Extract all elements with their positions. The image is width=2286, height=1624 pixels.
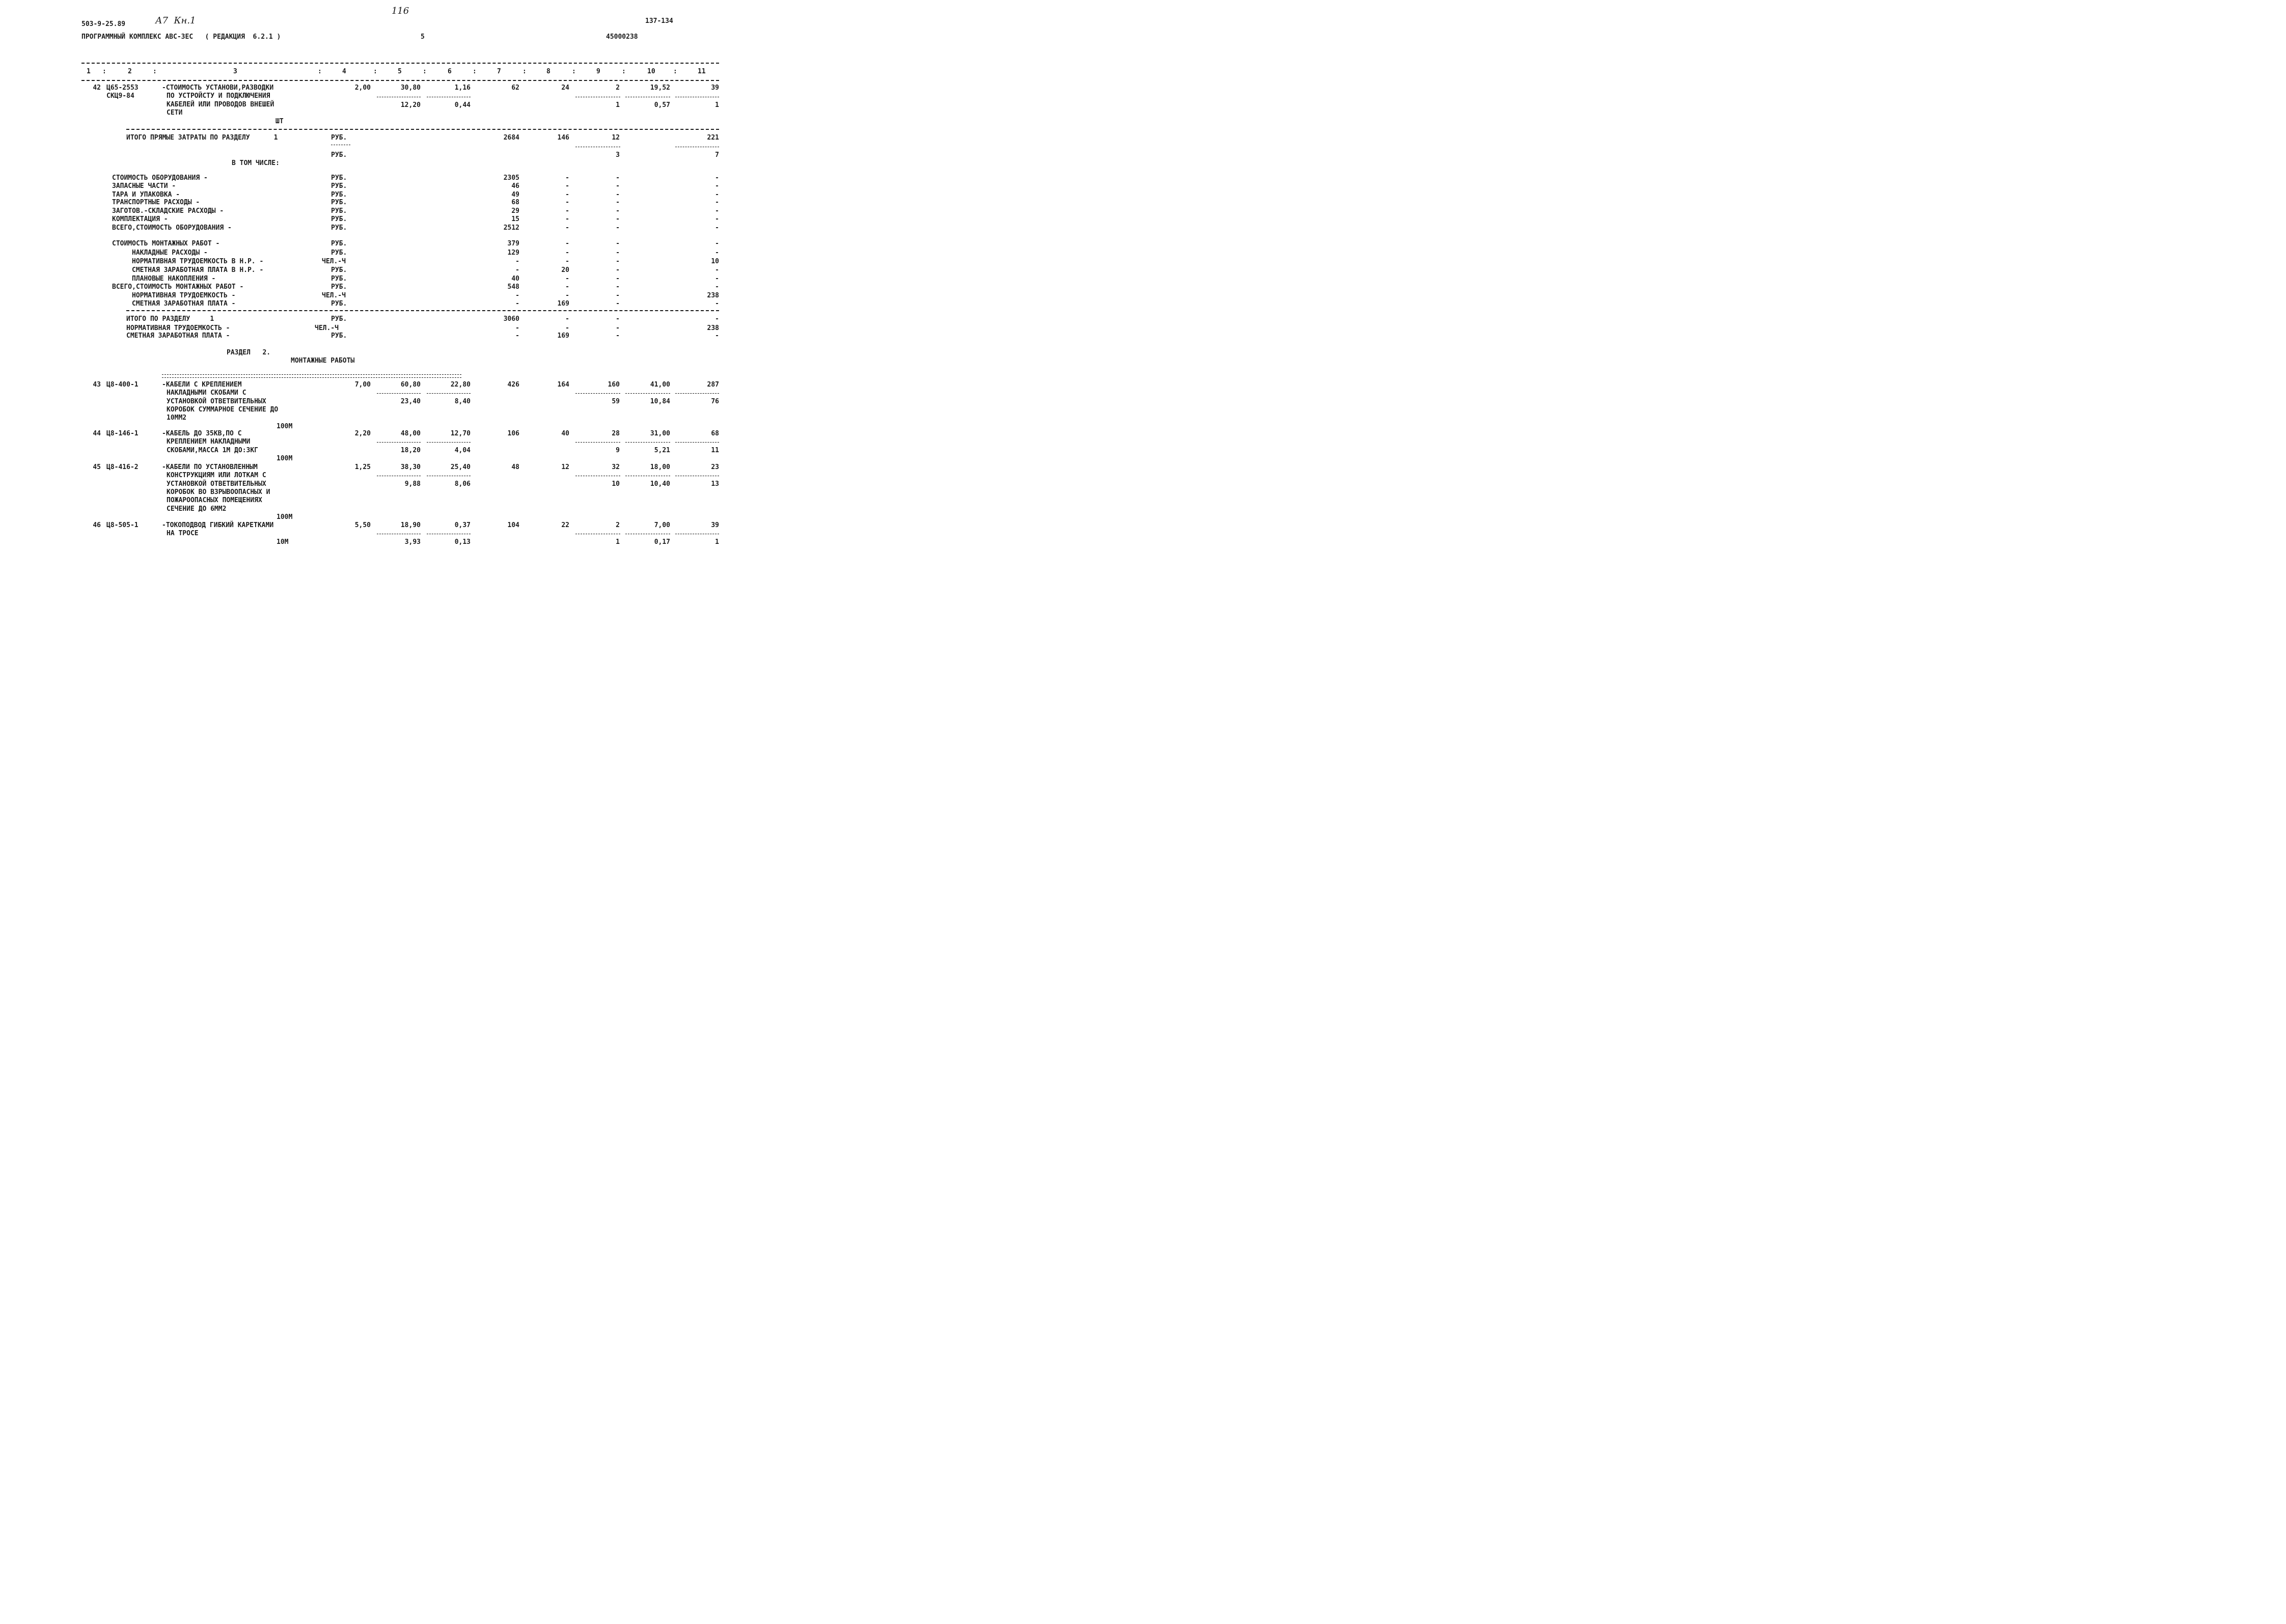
item-qty: 7,00 — [354, 381, 371, 389]
cell-c11: - — [715, 332, 719, 340]
cell-c6b: 8,06 — [454, 480, 471, 488]
cell-c9: - — [616, 292, 620, 299]
cell-c9: - — [616, 332, 620, 340]
item-desc-line: УСТАНОВКОЙ ОТВЕТВИТЕЛЬНЫХ — [167, 480, 266, 488]
cell-c10b: 10,40 — [650, 480, 670, 488]
breakdown-label: СТОИМОСТЬ МОНТАЖНЫХ РАБОТ - — [112, 240, 220, 247]
cell-c7: - — [515, 292, 519, 299]
cell-c7: 106 — [507, 430, 519, 437]
cell-c8: - — [565, 324, 569, 332]
cell-c9: - — [616, 266, 620, 274]
subtotal-rule — [377, 442, 421, 443]
cell-c9: - — [616, 174, 620, 182]
cell-c8: - — [565, 292, 569, 299]
cell-c9: 160 — [608, 381, 620, 389]
sheet-number: 5 — [421, 33, 425, 41]
cell-c6b: 0,13 — [454, 538, 471, 546]
subtotal-rule — [427, 442, 471, 443]
cell-c10: 41,00 — [650, 381, 670, 389]
cell-c8: 24 — [561, 84, 569, 92]
cell-c7: - — [515, 258, 519, 265]
cell-c6: 0,37 — [454, 521, 471, 529]
cell-c8: 12 — [561, 463, 569, 471]
cell-c11b: 11 — [711, 447, 719, 454]
item-number: 45 — [93, 463, 101, 471]
breakdown-label: НОРМАТИВНАЯ ТРУДОЕМКОСТЬ В Н.Р. - — [132, 258, 264, 265]
subtotal-rule — [625, 442, 670, 443]
breakdown-unit: РУБ. — [331, 300, 347, 308]
cell-c11: - — [715, 240, 719, 247]
item-number: 46 — [93, 521, 101, 529]
item-desc-line: КРЕПЛЕНИЕМ НАКЛАДНЫМИ — [167, 438, 251, 446]
totals-unit-2: РУБ. — [331, 151, 347, 159]
item-desc-line: 10ММ2 — [167, 414, 187, 422]
cell-c7: 15 — [511, 215, 519, 223]
item-desc-line: КОНСТРУКЦИЯМ ИЛИ ЛОТКАМ С — [167, 472, 266, 480]
breakdown-unit: РУБ. — [331, 182, 347, 190]
cell-c7: - — [515, 324, 519, 332]
item-number: 43 — [93, 381, 101, 389]
totals-label: ИТОГО ПРЯМЫЕ ЗАТРАТЫ ПО РАЗДЕЛУ 1 — [126, 134, 278, 142]
item-unit: 100М — [277, 454, 293, 462]
subtotal-rule — [625, 393, 670, 394]
breakdown-label: ВСЕГО,СТОИМОСТЬ ОБОРУДОВАНИЯ - — [112, 224, 232, 232]
cell-c8: 169 — [557, 332, 569, 340]
cell-c7: - — [515, 300, 519, 308]
cell-c9: - — [616, 207, 620, 215]
totals-c11b: 7 — [715, 151, 719, 159]
subtotal-rule — [575, 393, 620, 394]
totals-c7: 2684 — [503, 134, 519, 142]
cell-c11: - — [715, 315, 719, 323]
item-number: 44 — [93, 430, 101, 437]
breakdown-label: НОРМАТИВНАЯ ТРУДОЕМКОСТЬ - — [132, 292, 236, 299]
cell-c9b: 9 — [616, 447, 620, 454]
cell-c11: 23 — [711, 463, 719, 471]
cell-c7: - — [515, 266, 519, 274]
cell-c5: 60,80 — [400, 381, 421, 389]
cell-c6: 12,70 — [450, 430, 471, 437]
subtotal-rule — [675, 393, 719, 394]
totals-c11: 221 — [707, 134, 719, 142]
cell-c5b: 12,20 — [400, 101, 421, 109]
cell-c9: 32 — [612, 463, 620, 471]
cell-c7: 379 — [507, 240, 519, 247]
cell-c7: 3060 — [503, 315, 519, 323]
totals-c9b: 3 — [616, 151, 620, 159]
cell-c8: 164 — [557, 381, 569, 389]
cell-c9: - — [616, 199, 620, 206]
cell-c11: 287 — [707, 381, 719, 389]
item-code: Ц65-2553 — [106, 84, 139, 92]
cell-c11: 39 — [711, 521, 719, 529]
item-code-2: СКЦ9-84 — [106, 92, 134, 100]
cell-c6: 22,80 — [450, 381, 471, 389]
column-header: 6 — [448, 68, 452, 75]
cell-c10b: 0,17 — [654, 538, 670, 546]
cell-c5: 18,90 — [400, 521, 421, 529]
doc-code: 503-9-25.89 — [81, 20, 126, 28]
cell-c8: 20 — [561, 266, 569, 274]
cell-c7: 40 — [511, 275, 519, 283]
cell-c7: 48 — [511, 463, 519, 471]
cell-c8: 22 — [561, 521, 569, 529]
item-number: 42 — [93, 84, 101, 92]
cell-c9: - — [616, 224, 620, 232]
item-qty: 2,00 — [354, 84, 371, 92]
subtotal-rule — [427, 393, 471, 394]
item-desc-line: -СТОИМОСТЬ УСТАНОВИ,РАЗВОДКИ — [162, 84, 274, 92]
cell-c7: - — [515, 332, 519, 340]
cell-c11: - — [715, 207, 719, 215]
item-unit: 100М — [277, 422, 293, 430]
column-header: 7 — [497, 68, 501, 75]
column-separator: : — [522, 68, 527, 75]
cell-c10b: 0,57 — [654, 101, 670, 109]
document-number: 45000238 — [606, 33, 638, 41]
breakdown-unit: РУБ. — [331, 174, 347, 182]
cell-c8: - — [565, 249, 569, 257]
cell-c11: - — [715, 283, 719, 291]
cell-c9b: 10 — [612, 480, 620, 488]
column-separator: : — [102, 68, 106, 75]
breakdown-unit: РУБ. — [331, 266, 347, 274]
page-number: 116 — [391, 6, 409, 16]
breakdown-unit: РУБ. — [331, 207, 347, 215]
cell-c9: - — [616, 324, 620, 332]
cell-c11: - — [715, 191, 719, 199]
cell-c11: - — [715, 224, 719, 232]
totals-unit: РУБ. — [331, 134, 347, 142]
breakdown-label: ЗАГОТОВ.-СКЛАДСКИЕ РАСХОДЫ - — [112, 207, 224, 215]
breakdown-unit: ЧЕЛ.-Ч — [322, 258, 346, 265]
cell-c7: 548 — [507, 283, 519, 291]
cell-c7: 104 — [507, 521, 519, 529]
breakdown-unit: РУБ. — [331, 249, 347, 257]
item-desc-line: СЕТИ — [167, 109, 183, 117]
cell-c5: 38,30 — [400, 463, 421, 471]
cell-c11: 39 — [711, 84, 719, 92]
item-qty: 2,20 — [354, 430, 371, 437]
breakdown-label: НАКЛАДНЫЕ РАСХОДЫ - — [132, 249, 208, 257]
cell-c5: 48,00 — [400, 430, 421, 437]
cell-c11: 68 — [711, 430, 719, 437]
cell-c8: - — [565, 315, 569, 323]
handwritten-note: А7 Кн.1 — [155, 15, 196, 26]
item-unit: 10М — [277, 538, 289, 546]
section-rule — [126, 310, 719, 311]
breakdown-label: КОМПЛЕКТАЦИЯ - — [112, 215, 168, 223]
item-desc-line: УСТАНОВКОЙ ОТВЕТВИТЕЛЬНЫХ — [167, 397, 266, 405]
item-code: Ц8-146-1 — [106, 430, 139, 437]
column-separator: : — [423, 68, 427, 75]
section-title: РАЗДЕЛ 2. — [227, 349, 271, 356]
cell-c11: - — [715, 275, 719, 283]
item-unit: ШТ — [276, 118, 284, 125]
breakdown-label: СТОИМОСТЬ ОБОРУДОВАНИЯ - — [112, 174, 208, 182]
breakdown-label: ЗАПАСНЫЕ ЧАСТИ - — [112, 182, 176, 190]
column-header: 9 — [596, 68, 600, 75]
breakdown-unit: РУБ. — [331, 283, 347, 291]
section-total-label: СМЕТНАЯ ЗАРАБОТНАЯ ПЛАТА - — [126, 332, 230, 340]
column-header: 3 — [233, 68, 237, 75]
breakdown-unit: РУБ. — [331, 275, 347, 283]
cell-c9: - — [616, 215, 620, 223]
cell-c7: 49 — [511, 191, 519, 199]
cell-c11: 238 — [707, 292, 719, 299]
cell-c7: 2305 — [503, 174, 519, 182]
cell-c8: - — [565, 215, 569, 223]
cell-c5b: 9,88 — [404, 480, 421, 488]
cell-c8: - — [565, 224, 569, 232]
item-qty: 1,25 — [354, 463, 371, 471]
cell-c5b: 23,40 — [400, 398, 421, 405]
section-total-unit: ЧЕЛ.-Ч — [315, 324, 339, 332]
cell-c8: - — [565, 258, 569, 265]
subtotal-rule — [675, 442, 719, 443]
column-separator: : — [473, 68, 477, 75]
cell-c9: - — [616, 182, 620, 190]
column-header: 2 — [128, 68, 132, 75]
cell-c8: - — [565, 182, 569, 190]
item-desc-line: НА ТРОСЕ — [167, 530, 199, 538]
column-header: 8 — [546, 68, 550, 75]
cell-c7: 68 — [511, 199, 519, 206]
cell-c9: - — [616, 249, 620, 257]
cell-c10: 18,00 — [650, 463, 670, 471]
item-code: Ц8-416-2 — [106, 463, 139, 471]
totals-c8: 146 — [557, 134, 569, 142]
cell-c9: - — [616, 315, 620, 323]
cell-c9: 2 — [616, 84, 620, 92]
subtotal-rule — [575, 442, 620, 443]
breakdown-label: ТРАНСПОРТНЫЕ РАСХОДЫ - — [112, 199, 200, 206]
item-code: Ц8-400-1 — [106, 381, 139, 389]
section-total-label: ИТОГО ПО РАЗДЕЛУ 1 — [126, 315, 214, 323]
column-separator: : — [318, 68, 322, 75]
cell-c11: - — [715, 174, 719, 182]
cell-c5b: 18,20 — [400, 447, 421, 454]
section-total-unit: РУБ. — [331, 332, 347, 340]
cell-c9: - — [616, 258, 620, 265]
column-header: 4 — [342, 68, 346, 75]
cell-c9: 2 — [616, 521, 620, 529]
cell-c9: - — [616, 300, 620, 308]
cell-c11b: 13 — [711, 480, 719, 488]
item-qty: 5,50 — [354, 521, 371, 529]
breakdown-label: ПЛАНОВЫЕ НАКОПЛЕНИЯ - — [132, 275, 216, 283]
item-desc-line: НАКЛАДНЫМИ СКОБАМИ С — [167, 389, 246, 397]
section-subtitle: МОНТАЖНЫЕ РАБОТЫ — [291, 357, 355, 365]
cell-c11: 10 — [711, 258, 719, 265]
column-header: 1 — [87, 68, 91, 75]
including-label: В ТОМ ЧИСЛЕ: — [232, 159, 280, 167]
cell-c10: 19,52 — [650, 84, 670, 92]
cell-c7: 29 — [511, 207, 519, 215]
cell-c9b: 1 — [616, 101, 620, 109]
cell-c5b: 3,93 — [404, 538, 421, 546]
cell-c10b: 5,21 — [654, 447, 670, 454]
section-total-label: НОРМАТИВНАЯ ТРУДОЕМКОСТЬ - — [126, 324, 230, 332]
subtotal-rule — [377, 393, 421, 394]
cell-c10b: 10,84 — [650, 398, 670, 405]
cell-c8: - — [565, 191, 569, 199]
item-desc-line: ПО УСТРОЙСТУ И ПОДКЛЮЧЕНИЯ — [167, 92, 270, 100]
item-unit: 100М — [277, 513, 293, 521]
cell-c7: 129 — [507, 249, 519, 257]
header-bottom-rule — [81, 80, 719, 81]
cell-c9: - — [616, 275, 620, 283]
cell-c8: - — [565, 283, 569, 291]
cell-c6: 1,16 — [454, 84, 471, 92]
cell-c9: - — [616, 191, 620, 199]
cell-c8: 40 — [561, 430, 569, 437]
breakdown-unit: РУБ. — [331, 199, 347, 206]
code-right: 137-134 — [645, 17, 673, 25]
breakdown-unit: РУБ. — [331, 240, 347, 247]
item-desc-line: КОРОБОК СУММАРНОЕ СЕЧЕНИЕ ДО — [167, 405, 279, 414]
item-desc-line: -КАБЕЛИ С КРЕПЛЕНИЕМ — [162, 381, 242, 389]
breakdown-unit: ЧЕЛ.-Ч — [322, 292, 346, 299]
cell-c8: 169 — [557, 300, 569, 308]
cell-c9: 28 — [612, 430, 620, 437]
cell-c9b: 59 — [612, 398, 620, 405]
cell-c7: 46 — [511, 182, 519, 190]
breakdown-unit: РУБ. — [331, 191, 347, 199]
cell-c6b: 8,40 — [454, 398, 471, 405]
cell-c11: - — [715, 266, 719, 274]
breakdown-label: СМЕТНАЯ ЗАРАБОТНАЯ ПЛАТА В Н.Р. - — [132, 266, 264, 274]
cell-c6b: 0,44 — [454, 101, 471, 109]
cell-c11b: 1 — [715, 538, 719, 546]
cell-c8: - — [565, 207, 569, 215]
cell-c8: - — [565, 174, 569, 182]
item-desc-line: -КАБЕЛЬ ДО 35КВ,ПО С — [162, 430, 242, 437]
cell-c11: - — [715, 182, 719, 190]
cell-c6b: 4,04 — [454, 447, 471, 454]
column-header: 5 — [398, 68, 402, 75]
program-title: ПРОГРАММНЫЙ КОМПЛЕКС АВС-3ЕС ( РЕДАКЦИЯ 6.2.1 ) — [81, 33, 281, 41]
cell-c10: 31,00 — [650, 430, 670, 437]
breakdown-unit: РУБ. — [331, 224, 347, 232]
item-desc-line: СЕЧЕНИЕ ДО 6ММ2 — [167, 505, 227, 513]
cell-c11b: 1 — [715, 101, 719, 109]
totals-c9: 12 — [612, 134, 620, 142]
item-desc-line: -ТОКОПОДВОД ГИБКИЙ КАРЕТКАМИ — [162, 521, 274, 529]
cell-c8: - — [565, 199, 569, 206]
cell-c7: 62 — [511, 84, 519, 92]
cell-c9: - — [616, 240, 620, 247]
column-separator: : — [673, 68, 677, 75]
cell-c11: 238 — [707, 324, 719, 332]
cell-c11: - — [715, 215, 719, 223]
cell-c11: - — [715, 199, 719, 206]
column-header: 11 — [698, 68, 706, 75]
breakdown-unit: РУБ. — [331, 215, 347, 223]
table-top-rule — [81, 63, 719, 64]
breakdown-label: ВСЕГО,СТОИМОСТЬ МОНТАЖНЫХ РАБОТ - — [112, 283, 244, 291]
cell-c8: - — [565, 240, 569, 247]
cell-c9b: 1 — [616, 538, 620, 546]
column-separator: : — [153, 68, 157, 75]
cell-c9: - — [616, 283, 620, 291]
cell-c10: 7,00 — [654, 521, 670, 529]
section-rule — [126, 129, 719, 130]
column-separator: : — [572, 68, 576, 75]
cell-c11: - — [715, 249, 719, 257]
cell-c5: 30,80 — [400, 84, 421, 92]
section-total-unit: РУБ. — [331, 315, 347, 323]
cell-c8: - — [565, 275, 569, 283]
item-desc-line: -КАБЕЛИ ПО УСТАНОВЛЕННЫМ — [162, 463, 258, 471]
cell-c7: 426 — [507, 381, 519, 389]
item-desc-line: СКОБАМИ,МАССА 1М ДО:3КГ — [167, 446, 259, 454]
item-desc-line: ПОЖАРООПАСНЫХ ПОМЕЩЕНИЯХ — [167, 497, 262, 505]
item-code: Ц8-505-1 — [106, 521, 139, 529]
column-separator: : — [373, 68, 377, 75]
cell-c11: - — [715, 300, 719, 308]
column-separator: : — [622, 68, 626, 75]
cell-c6: 25,40 — [450, 463, 471, 471]
cell-c7: 2512 — [503, 224, 519, 232]
item-desc-line: КОРОБОК ВО ВЗРЫВООПАСНЫХ И — [167, 488, 270, 496]
double-rule — [162, 374, 461, 378]
column-header: 10 — [647, 68, 655, 75]
item-desc-line: КАБЕЛЕЙ ИЛИ ПРОВОДОВ ВНЕШЕЙ — [167, 101, 274, 108]
breakdown-label: СМЕТНАЯ ЗАРАБОТНАЯ ПЛАТА - — [132, 300, 236, 308]
cell-c11b: 76 — [711, 398, 719, 405]
breakdown-label: ТАРА И УПАКОВКА - — [112, 191, 180, 199]
